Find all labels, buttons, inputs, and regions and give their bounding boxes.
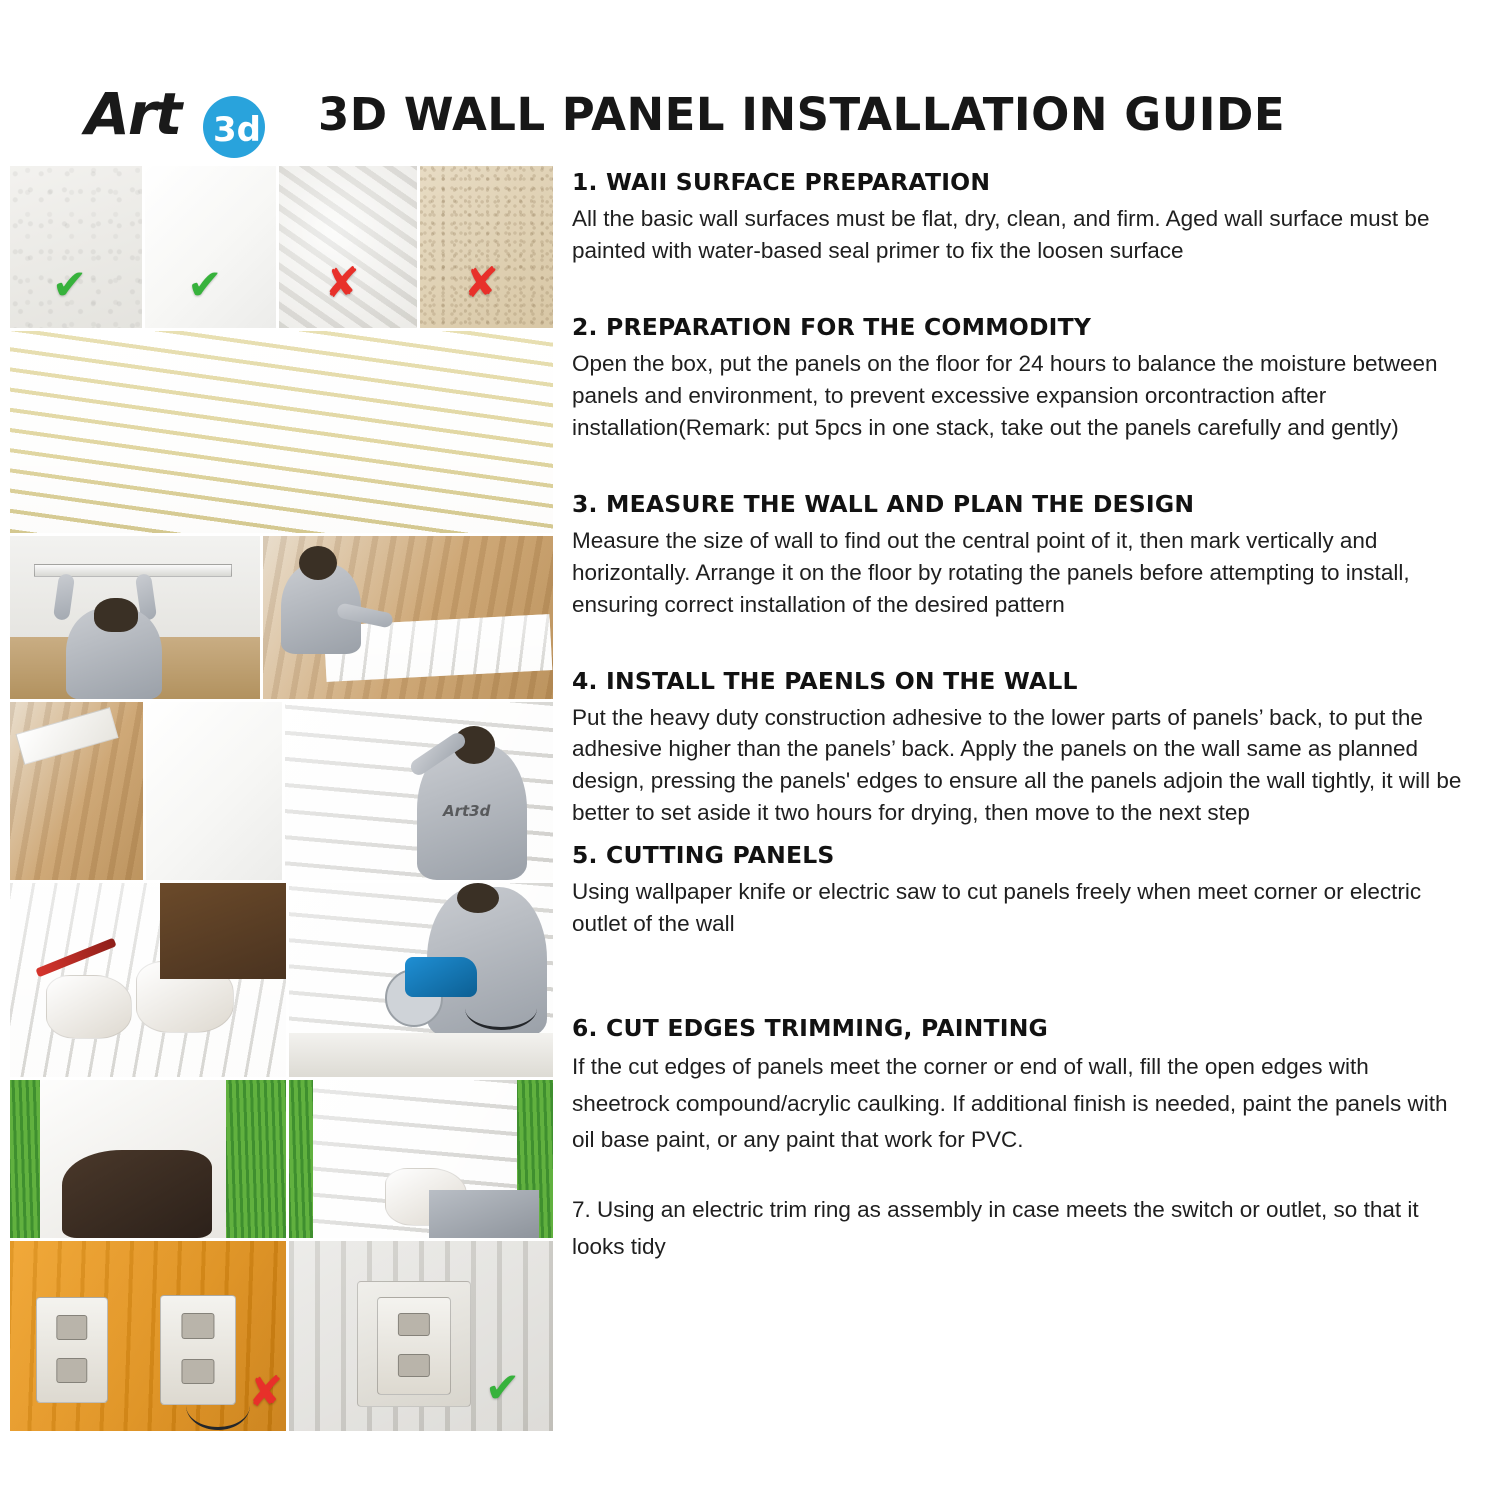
step-2 [572,313,1462,444]
arm-left [53,573,75,621]
step-4 [572,667,1462,830]
gallery-row-install [10,702,553,880]
step-1-heading: 1. WAII SURFACE PREPARATION [572,168,991,196]
stacked-panels-photo [10,331,553,533]
wall-texture-stucco [10,166,142,328]
logo-wordmark: Art [85,80,181,148]
step-1 [572,168,1462,267]
circular-saw-icon [405,957,477,997]
step-1-body: All the basic wall surfaces must be flat, dry, clean, and firm. Aged wall surface must be painted with water-based seal primer to fix the loosen surface [572,206,1430,263]
forearm-skin [160,883,286,979]
head-shape [299,546,337,580]
gallery-row-trimming [10,1080,553,1238]
cross-icon: ✘ [463,258,499,307]
step-5-body: Using wallpaper knife or electric saw to cut panels freely when meet corner or electric outlet of the wall [572,879,1422,937]
installing-panel-on-wall-photo [282,702,553,880]
outlet-plate [377,1297,451,1395]
wall-texture-sandy [417,166,553,328]
check-icon: ✔ [485,1363,521,1412]
check-icon: ✔ [52,260,88,309]
step-3-body: Measure the size of wall to find out the central point of it, then mark vertically and horizontally. Arrange it on the floor by rotating the panels before attempting to install, ensuring correct installation of the desired pattern [572,527,1410,617]
painting-panels-photo [286,1080,553,1238]
sleeve-logo: Art3d [443,802,491,820]
step-3 [572,490,1462,621]
step-7 [572,1192,1462,1265]
gallery-row-outlets [10,1241,553,1431]
cutting-with-electric-saw-photo [286,883,553,1077]
cutting-with-knife-photo [10,883,286,1077]
step-3-heading: 3. MEASURE THE WALL AND PLAN THE DESIGN [572,489,1195,518]
outlet-without-trim-ring-photo [10,1241,286,1431]
measuring-wall-photo [10,536,260,699]
utility-knife-icon [35,938,116,978]
wall-texture-rough-plaster [276,166,417,328]
step-2-body: Open the box, put the panels on the floor for 24 hours to balance the moisture between panels and environment, to prevent excessive expansion orcontraction after installation(Remark: put 5pcs in one stack, take out the panels carefully and gently) [572,350,1438,440]
sleeve [429,1190,539,1238]
plug-cord [186,1381,250,1430]
hand-trimming [62,1150,212,1238]
head-shape [457,883,499,913]
glove-left [46,975,132,1039]
cross-icon: ✘ [324,258,360,307]
outlet-plate-left [36,1297,108,1403]
outlet-with-trim-ring-photo [286,1241,553,1431]
photo-gallery [10,166,553,1431]
step-4-body: Put the heavy duty construction adhesive to the lower parts of panels’ back, to put the adhesive higher than the panels’ back. Apply the panels on the wall same as planned design, pressing the panels' edges to ensure all the panels adjoin the wall tightly, it will be better to set aside it two hours for drying, then move to the next step [572,704,1462,826]
head-shape [94,598,138,632]
gallery-row-wall-textures [10,166,553,328]
step-2-heading: 2. PREPARATION FOR THE COMMODITY [572,312,1092,341]
step-6 [572,1014,1462,1158]
work-table [289,1033,553,1077]
wall-texture-smooth [142,166,275,328]
step-7-body: 7. Using an electric trim ring as assembly in case meets the switch or outlet, so that it looks tidy [572,1197,1419,1259]
gallery-row-cutting [10,883,553,1077]
page-header [0,60,1500,160]
power-cord [465,987,537,1030]
arranging-panels-floor-photo [260,536,553,699]
step-5 [572,841,1462,940]
trimming-edges-photo [10,1080,286,1238]
step-6-heading: 6. CUT EDGES TRIMMING, PAINTING [572,1014,1049,1043]
caulking-gun [15,707,118,765]
cross-icon: ✘ [248,1367,284,1416]
check-icon: ✔ [187,260,223,309]
step-5-heading: 5. CUTTING PANELS [572,841,835,870]
panels-on-floor-photo [143,702,282,880]
gallery-row-measure [10,536,553,699]
step-4-heading: 4. INSTALL THE PAENLS ON THE WALL [572,666,1078,695]
step-6-body: If the cut edges of panels meet the corner or end of wall, fill the open edges with sheetrock compound/acrylic caulking. If additional finish is needed, paint the panels with oil base paint, or any paint that work for PVC. [572,1054,1448,1152]
logo-badge-text: 3d [213,110,261,150]
page-title: 3D WALL PANEL INSTALLATION GUIDE [318,88,1286,141]
instructions-column [572,168,1462,1265]
applying-adhesive-photo [10,702,143,880]
art3d-logo [85,74,285,154]
gallery-row-stacked-panels [10,331,553,533]
